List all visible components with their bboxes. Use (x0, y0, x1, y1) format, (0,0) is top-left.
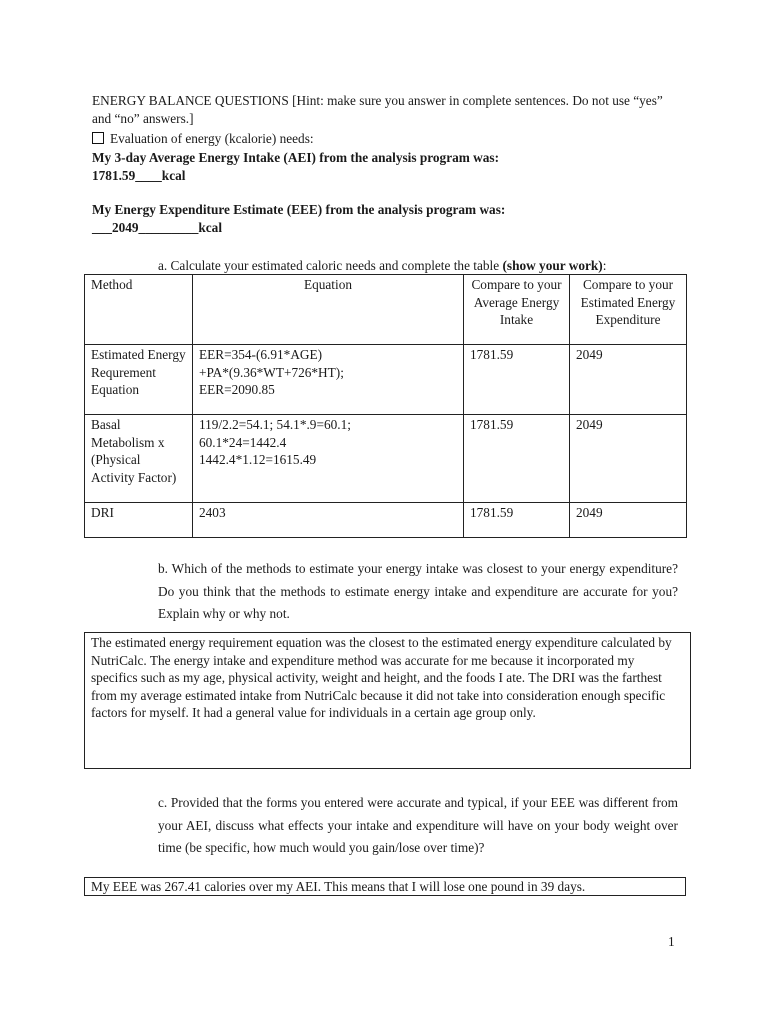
equation-line: EER=354-(6.91*AGE) (199, 347, 323, 362)
question-a-end: : (602, 258, 607, 273)
equation-line: +PA*(9.36*WT+726*HT); (199, 364, 344, 380)
answer-b-box[interactable] (84, 632, 691, 769)
header-compare-aei: Compare to your Average Energy Intake (464, 275, 570, 345)
row-method: Basal Metabolism x (Physical Activity Factor) (85, 415, 193, 503)
table-row (85, 345, 687, 415)
question-a-text: a. Calculate your estimated caloric needs and complete the table (158, 258, 503, 273)
checkbox-icon[interactable] (92, 132, 104, 144)
row-eee: 2049 (570, 503, 687, 538)
row-equation (193, 345, 464, 415)
page-number: 1 (668, 934, 675, 949)
question-a (158, 257, 698, 275)
question-b: b. Which of the methods to estimate your energy intake was closest to your energy expenditure? Do you think that the methods to estimate energy intake and expenditure are accurate for you? Explain why or why not. (158, 561, 678, 622)
answer-c-text: My EEE was 267.41 calories over my AEI. This means that I will lose one pound in 39 days. (91, 879, 586, 894)
row-eee: 2049 (570, 345, 687, 415)
row-aei: 1781.59 (464, 415, 570, 503)
row-method: Estimated Energy Requrement Equation (85, 345, 193, 415)
evaluation-item (92, 130, 314, 148)
caloric-needs-table (84, 274, 687, 538)
row-equation (193, 503, 464, 538)
header-compare-eee: Compare to your Estimated Energy Expenditure (570, 275, 687, 345)
header-method: Method (85, 275, 193, 345)
row-eee: 2049 (570, 415, 687, 503)
table-row (85, 503, 687, 538)
aei-prompt: My 3-day Average Energy Intake (AEI) from the analysis program was: (92, 150, 500, 165)
equation-line: 1442.4*1.12=1615.49 (199, 452, 317, 468)
row-method: DRI (85, 503, 193, 538)
header-equation: Equation (193, 275, 464, 345)
evaluation-label: Evaluation of energy (kcalorie) needs: (110, 131, 314, 146)
equation-line: EER=2090.85 (199, 382, 275, 398)
aei-value: 1781.59____kcal (92, 167, 186, 183)
row-aei: 1781.59 (464, 345, 570, 415)
aei-section (92, 149, 692, 184)
equation-line: 2403 (199, 505, 226, 520)
row-equation (193, 415, 464, 503)
eee-section (92, 201, 692, 236)
table-header-row (85, 275, 687, 345)
worksheet-header: ENERGY BALANCE QUESTIONS [Hint: make sure you answer in complete sentences. Do not use “yes” and “no” answers.] (92, 93, 663, 126)
table-row (85, 415, 687, 503)
eee-value: ___2049_________kcal (92, 219, 223, 235)
answer-c-box[interactable] (84, 877, 686, 896)
eee-prompt: My Energy Expenditure Estimate (EEE) from the analysis program was: (92, 202, 506, 217)
question-c: c. Provided that the forms you entered were accurate and typical, if your EEE was different from your AEI, discuss what effects your intake and expenditure will have on your body weight over time (be specific, how much would you gain/lose over time)? (158, 795, 678, 856)
equation-line: 60.1*24=1442.4 (199, 434, 287, 450)
answer-b-text: The estimated energy requirement equation was the closest to the estimated energy expenditure calculated by NutriCalc. The energy intake and expenditure method was accurate for me because it incorporated my specifics such as my age, physical activity, weight and height, and the foods I ate. The DRI was the farthest from my average estimated intake from NutriCalc because it did not take into consideration enough specific factors for myself. It had a general value for individuals in a certain age group only. (91, 635, 672, 721)
row-aei: 1781.59 (464, 503, 570, 538)
question-a-bold: (show your work) (502, 258, 603, 273)
equation-line: 119/2.2=54.1; 54.1*.9=60.1; (199, 417, 351, 432)
